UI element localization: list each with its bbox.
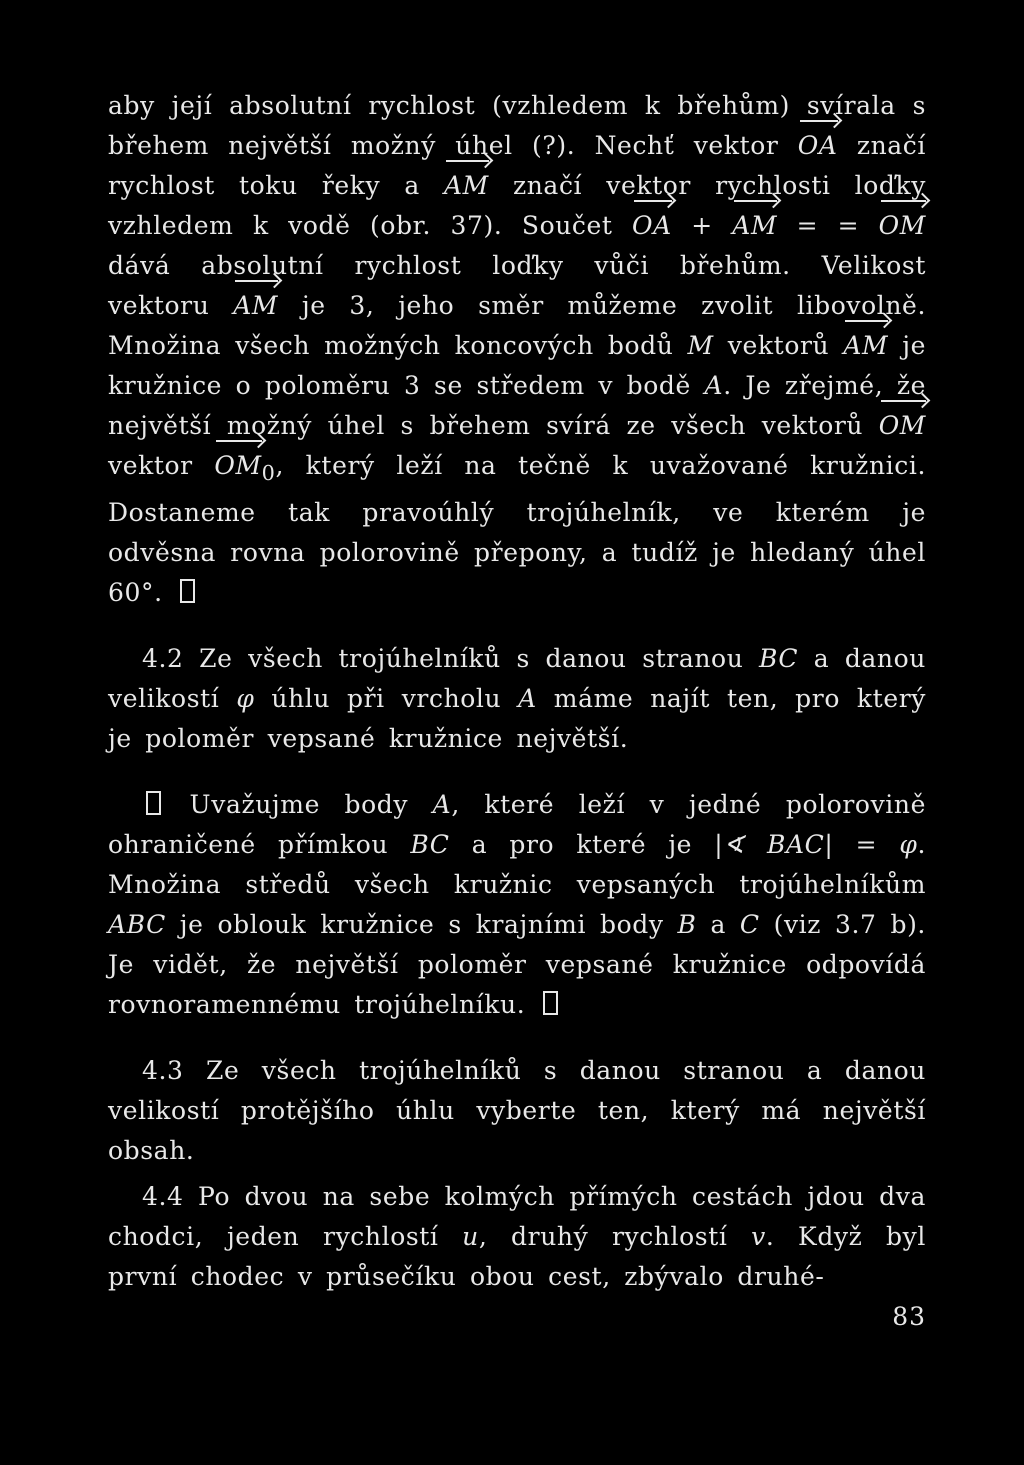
exercise-number: 4.2: [142, 644, 184, 673]
exercise-number: 4.4: [142, 1182, 184, 1211]
vector-om: OM: [879, 206, 926, 246]
exercise-4-2: 4.2 Ze všech trojúhelníků s danou stranou BC a danou velikostí φ úhlu při vrcholu A máme najít ten, pro který je poloměr vepsané kružnice největší.: [108, 644, 926, 753]
point-a: A: [704, 371, 724, 400]
page-number: 83: [892, 1302, 926, 1331]
subscript-zero: 0: [261, 461, 276, 485]
solution-paragraph-4-1: aby její absolutní rychlost (vzhledem k břehům) svírala s břehem největší možný úhel (?). Nechť vektor OA značí rychlost toku řeky a AM značí vektor rychlosti loďky vzhledem k vodě (obr. 37). Součet OA + AM = = OM dává absolutní rychlost loďky vůči břehům. Velikost vektoru AM je 3, jeho směr můžeme zvolit libovolně. Množina všech možných koncových bodů M vektorů AM je kružnice o poloměru 3 se středem v bodě A. Je zřejmé, že největší možný úhel s břehem svírá ze všech vektorů OM vektor $OM_0$, který leží na tečně k uvažované kružnici. Dostaneme tak pravoúhlý trojúhelník, ve kterém je odvěsna rovna polorovině přepony, a tudíž je hledaný úhel 60°.: [108, 91, 927, 607]
start-of-solution-square-icon: [146, 791, 161, 815]
exercise-4-3: 4.3 Ze všech trojúhelníků s danou stranou a danou velikostí protějšího úhlu vyberte ten, který má největší obsah.: [108, 1056, 926, 1165]
vector-om: OM: [879, 406, 926, 446]
vector-am: AM: [732, 206, 777, 246]
end-of-solution-square-icon: [180, 579, 195, 603]
exercise-number: 4.3: [142, 1056, 184, 1085]
vector-am: AM: [843, 326, 888, 366]
vector-am: AM: [233, 286, 278, 326]
page-content: [108, 86, 926, 1297]
end-of-solution-square-icon: [543, 991, 558, 1015]
vector-om0: OM: [214, 446, 261, 486]
solution-4-2: Uvažujme body A, které leží v jedné polorovině ohraničené přímkou BC a pro které je |∢ BAC| = φ. Množina středů všech kružnic vepsaných trojúhelníkům ABC je oblouk kružnice s krajními body B a C (viz 3.7 b). Je vidět, že největší poloměr vepsané kružnice odpovídá rovnoramennému trojúhelníku.: [108, 790, 926, 1019]
point-m: M: [687, 331, 714, 360]
vector-oa: OA: [798, 126, 838, 166]
vector-oa: OA: [632, 206, 672, 246]
vector-am: AM: [444, 166, 489, 206]
exercise-4-4: 4.4 Po dvou na sebe kolmých přímých cestách jdou dva chodci, jeden rychlostí u, druhý rychlostí v. Když byl první chodec v průsečíku obou cest, zbývalo druhé-: [108, 1182, 926, 1291]
